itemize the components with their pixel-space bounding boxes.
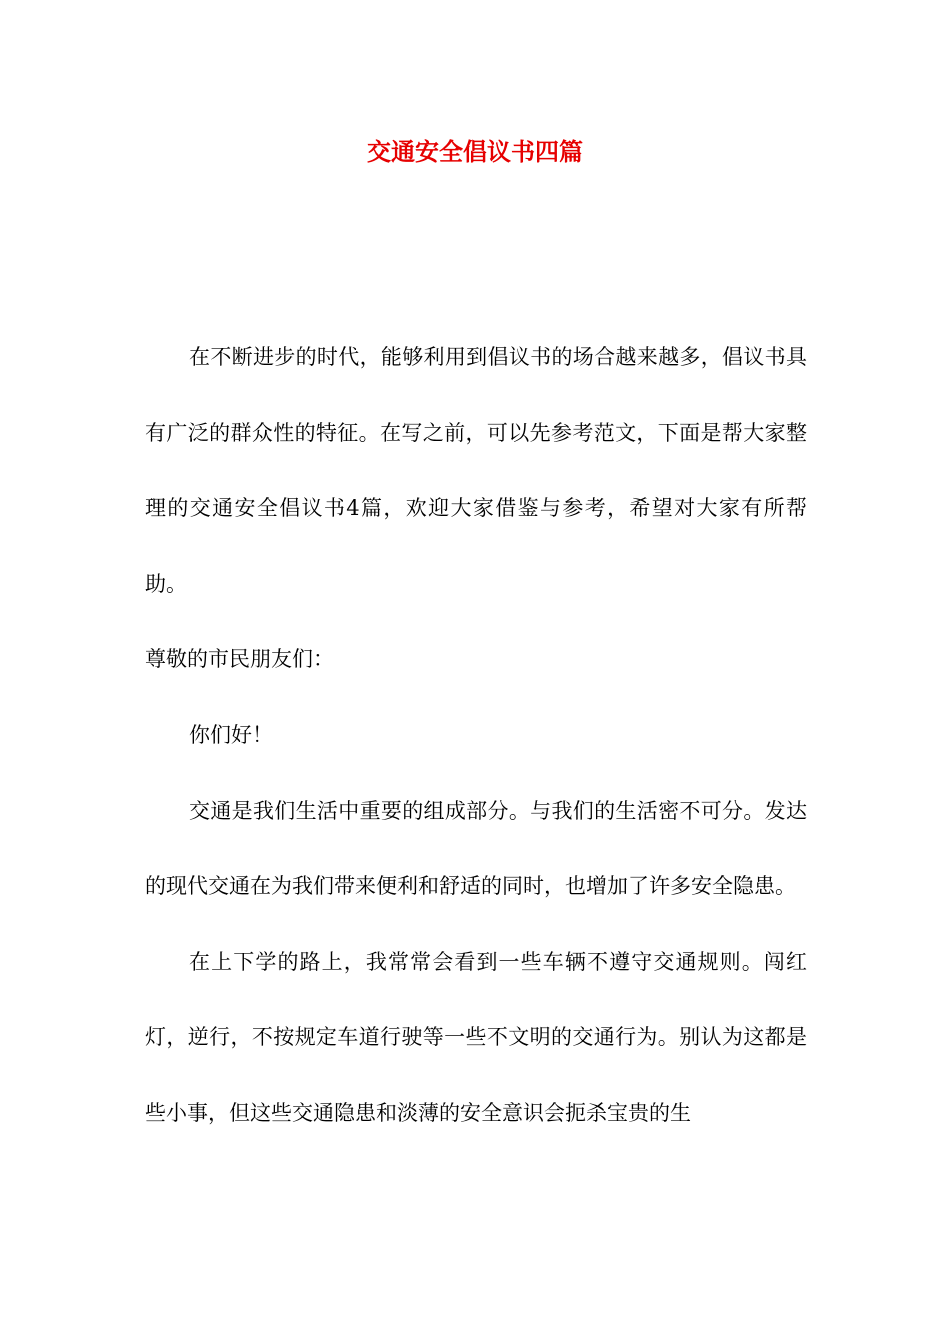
- paragraph-intro: 在不断进步的时代，能够利用到倡议书的场合越来越多，倡议书具有广泛的群众性的特征。在写之前，可以先参考范文，下面是帮大家整理的交通安全倡议书4篇，欢迎大家借鉴与参考，希望对大家有所帮助。: [145, 345, 807, 596]
- paragraph-greeting: 你们好！: [189, 722, 273, 747]
- paragraph-salutation: 尊敬的市民朋友们：: [145, 647, 334, 672]
- document-body: [145, 320, 807, 1152]
- paragraph-traffic-importance: 交通是我们生活中重要的组成部分。与我们的生活密不可分。发达的现代交通在为我们带来便利和舒适的同时，也增加了许多安全隐患。: [145, 798, 807, 899]
- document-title: 交通安全倡议书四篇: [367, 138, 583, 166]
- paragraph-traffic-violations: 在上下学的路上，我常常会看到一些车辆不遵守交通规则。闯红灯，逆行，不按规定车道行驶等一些不文明的交通行为。别认为这都是些小事，但这些交通隐患和淡薄的安全意识会扼杀宝贵的生: [145, 949, 807, 1125]
